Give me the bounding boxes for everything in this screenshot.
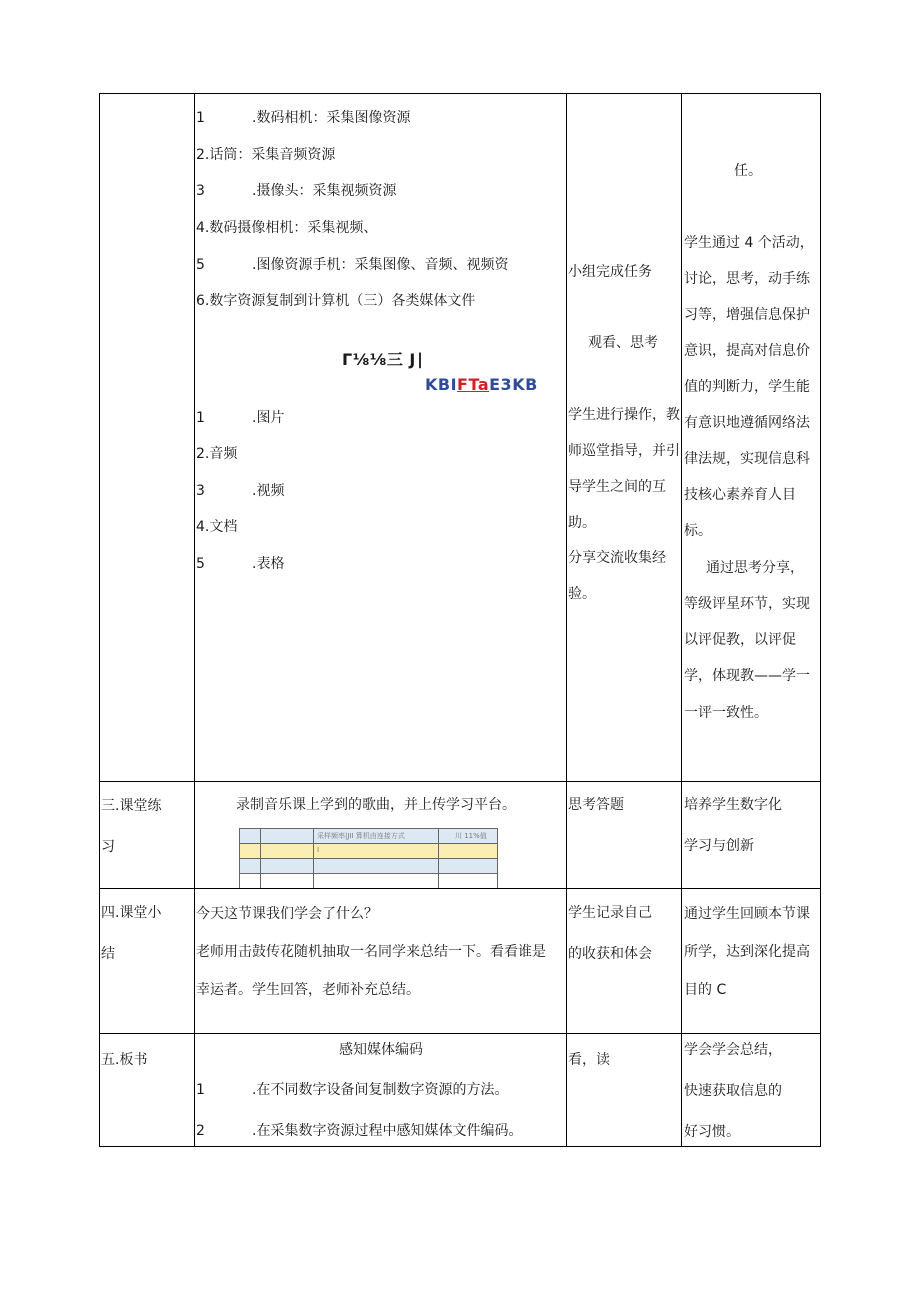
student-activity-text: 学生记录自己 — [568, 905, 652, 921]
media-type-item: .表格 — [252, 556, 285, 572]
design-intent-text: 等级评星环节，实现 — [684, 596, 810, 612]
student-activity-text: 导学生之间的互 — [568, 479, 666, 495]
board-title: 感知媒体编码 — [339, 1042, 423, 1058]
media-type-item: 4.文档 — [196, 519, 238, 535]
section-heading: 6.数字资源复制到计算机（三）各类媒体文件 — [196, 293, 476, 309]
list-number: 5 — [196, 556, 205, 572]
student-activity-text: 助。 — [568, 515, 596, 531]
mini-table-line — [497, 828, 498, 888]
section-label: 五.板书 — [101, 1052, 148, 1068]
table-border-bottom — [99, 1146, 821, 1147]
design-intent-text: 通过思考分享， — [706, 560, 804, 576]
design-intent-text: 标。 — [684, 523, 712, 539]
design-intent-text: 技核心素养育人目 — [684, 487, 796, 503]
mini-table-line — [239, 873, 498, 874]
mini-table-row — [239, 843, 498, 858]
student-activity-text: 的收获和体会 — [568, 946, 652, 962]
student-activity-text: 分享交流收集经 — [568, 550, 666, 566]
media-type-item: .视频 — [252, 483, 285, 499]
summary-text: 老师用击鼓传花随机抽取一名同学来总结一下。看看谁是 — [196, 944, 546, 960]
garbled-text-blue: E3KB — [489, 375, 538, 394]
design-intent-text: 一评一致性。 — [684, 705, 768, 721]
table-border-top — [99, 93, 821, 94]
design-intent-text: 培养学生数字化 — [684, 797, 782, 813]
summary-text: 幸运者。学生回答，老师补充总结。 — [196, 982, 420, 998]
table-border-left — [99, 93, 100, 1147]
column-divider — [194, 93, 195, 1147]
row-divider — [99, 1033, 821, 1034]
mini-table-line — [313, 828, 314, 888]
design-intent-text: 值的判断力，学生能 — [684, 379, 810, 395]
mini-table-line — [438, 828, 439, 888]
row-divider — [99, 781, 821, 782]
design-intent-text: 学生通过 4 个活动， — [684, 235, 814, 251]
board-item: .在采集数字资源过程中感知媒体文件编码。 — [252, 1123, 523, 1139]
mini-table-image — [239, 828, 498, 888]
device-line: .图像资源手机：采集图像、音频、视频资 — [252, 257, 509, 273]
design-intent-text: 学，体现教——学一 — [684, 668, 810, 684]
mini-table-header: 采样频率|JII 算机由连接方式 — [317, 832, 405, 840]
section-label: 三.课堂练 — [101, 798, 162, 814]
list-number: 3 — [196, 483, 205, 499]
row-divider — [99, 888, 821, 889]
device-line: .摄像头：采集视频资源 — [252, 183, 397, 199]
student-activity-text: 验。 — [568, 586, 596, 602]
column-divider — [566, 93, 567, 1147]
device-line: .数码相机：采集图像资源 — [252, 110, 411, 126]
mini-table-header: 川 11%值 — [455, 832, 487, 840]
student-activity-text: 观看、思考 — [588, 335, 658, 351]
practice-task-text: 录制音乐课上学到的歌曲，并上传学习平台。 — [236, 797, 516, 813]
table-border-right — [820, 93, 821, 1147]
mini-table-cell: I — [317, 846, 320, 854]
design-intent-text: 任。 — [734, 163, 762, 179]
design-intent-text: 意识，提高对信息价 — [684, 343, 810, 359]
design-intent-text: 目的 C — [684, 982, 727, 998]
student-activity-text: 学生进行操作，教 — [568, 407, 680, 423]
student-activity-text: 师巡堂指导，并引 — [568, 443, 680, 459]
mini-table-line — [239, 843, 498, 844]
media-type-item: 2.音频 — [196, 446, 238, 462]
garbled-text-red: FTa — [457, 375, 490, 394]
design-intent-text: 习等，增强信息保护 — [684, 307, 810, 323]
garbled-title-line — [425, 375, 538, 394]
section-label: 结 — [101, 946, 115, 962]
section-label: 习 — [101, 839, 115, 855]
design-intent-text: 律法规，实现信息科 — [684, 451, 810, 467]
design-intent-text: 学习与创新 — [684, 838, 754, 854]
list-number: 5 — [196, 257, 205, 273]
garbled-text-blue: KBI — [425, 375, 458, 394]
section-label: 四.课堂小 — [101, 905, 162, 921]
device-line: 2.话筒：采集音频资源 — [196, 147, 336, 163]
device-line: 4.数码摄像相机：采集视频、 — [196, 220, 378, 236]
design-intent-text: 学会学会总结， — [684, 1042, 782, 1058]
mini-table-line — [239, 828, 498, 829]
design-intent-text: 通过学生回顾本节课 — [684, 906, 810, 922]
student-activity-text: 看，读 — [568, 1052, 610, 1068]
design-intent-text: 快速获取信息的 — [684, 1083, 782, 1099]
column-divider — [681, 93, 682, 1147]
design-intent-text: 好习惯。 — [684, 1124, 740, 1140]
list-number: 1 — [196, 110, 205, 126]
design-intent-text: 讨论，思考，动手练 — [684, 271, 810, 287]
student-activity-text: 思考答题 — [568, 797, 624, 813]
list-number: 1 — [196, 1082, 205, 1098]
list-number: 1 — [196, 410, 205, 426]
design-intent-text: 以评促教，以评促 — [684, 632, 796, 648]
mini-table-line — [239, 828, 240, 888]
design-intent-text: 有意识地遵循网络法 — [684, 415, 810, 431]
board-item: .在不同数字设备间复制数字资源的方法。 — [252, 1082, 509, 1098]
media-type-item: .图片 — [252, 410, 285, 426]
list-number: 2 — [196, 1123, 205, 1139]
mini-table-row — [239, 858, 498, 873]
mini-table-line — [260, 828, 261, 888]
design-intent-text: 所学，达到深化提高 — [684, 944, 810, 960]
list-number: 3 — [196, 183, 205, 199]
mini-table-line — [239, 858, 498, 859]
summary-text: 今天这节课我们学会了什么？ — [196, 906, 378, 922]
student-activity-text: 小组完成任务 — [568, 264, 652, 280]
garbled-title-line: Γ⅛⅛三 J∣ — [342, 350, 425, 369]
mini-table-row — [239, 873, 498, 888]
